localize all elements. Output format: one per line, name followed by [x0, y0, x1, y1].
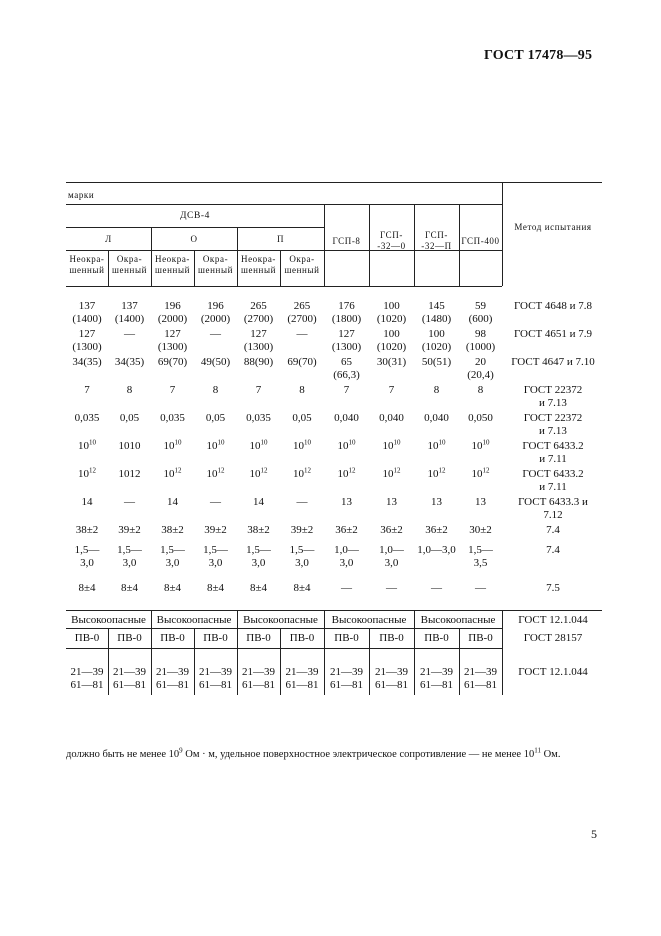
flammability-cell: ПВ-0	[160, 632, 185, 644]
table-cell: 1012	[118, 468, 141, 480]
table-cell: 127 (1300)	[72, 328, 102, 353]
temperature-method: ГОСТ 12.1.044	[518, 666, 588, 678]
table-cell: 13	[386, 496, 397, 508]
table-cell	[280, 440, 324, 453]
hazard-cell: Высокоопасные	[331, 614, 407, 626]
header-bottom-rule	[66, 286, 502, 287]
table-cell: 8±4	[78, 582, 96, 594]
bottom-section-rule	[66, 610, 602, 611]
method-cell: 7.4	[546, 544, 560, 556]
temperature-cell: 21—39 61—81	[242, 666, 275, 691]
temperature-cell: 21—39 61—81	[156, 666, 189, 691]
hazard-cell: Высокоопасные	[156, 614, 232, 626]
table-cell: 13	[475, 496, 486, 508]
table-cell: 265 (2700)	[287, 300, 317, 325]
power-exponent: 10	[438, 438, 446, 447]
table-cell	[369, 440, 414, 453]
table-cell: 30±2	[469, 524, 492, 536]
table-cell: —	[296, 328, 308, 340]
table-cell: 8	[477, 384, 484, 396]
power-exponent: 10	[348, 438, 356, 447]
page-number: 5	[591, 827, 597, 841]
table-cell: 8	[212, 384, 219, 396]
table-cell: 137 (1400)	[114, 300, 145, 325]
column-header-gsp8: ГСП-8	[332, 236, 361, 246]
power-exponent: 10	[393, 438, 401, 447]
table-cell	[414, 440, 459, 453]
table-cell	[151, 468, 194, 481]
power-exponent: 10	[89, 438, 96, 447]
hazard-cell: Высокоопасные	[420, 614, 496, 626]
table-cell: 59 (600)	[468, 300, 493, 325]
footnote-text: должно быть не менее 10	[66, 749, 180, 760]
flammability-cell: ПВ-0	[203, 632, 228, 644]
table-cell: —	[124, 328, 135, 340]
table-cell: 100 (1020)	[376, 300, 407, 325]
table-cell: 0,05	[205, 412, 226, 424]
footnote	[66, 746, 561, 760]
table-cell: 1,5— 3,0	[160, 544, 185, 569]
table-cell: —	[475, 582, 486, 594]
table-cell: 14	[167, 496, 178, 508]
power-exponent: 12	[482, 466, 490, 475]
table-cell: 1,0— 3,0	[379, 544, 404, 569]
table-cell	[194, 468, 237, 481]
method-cell: ГОСТ 6433.2 и 7.11	[522, 440, 584, 465]
table-cell: 69(70)	[157, 356, 188, 368]
rule	[66, 204, 502, 205]
table-cell: —	[386, 582, 397, 594]
table-cell: 0,035	[246, 412, 271, 424]
power-base: 10	[471, 468, 483, 480]
temperature-cell: 21—39 61—81	[285, 666, 319, 691]
table-cell: 8	[126, 384, 133, 396]
power-exponent: 10	[482, 438, 490, 447]
table-cell: 36±2	[335, 524, 358, 536]
table-cell: 127 (1300)	[331, 328, 362, 353]
column-header-gsp32-p: ГСП- -32—П	[421, 230, 452, 251]
table-cell: 69(70)	[287, 356, 317, 368]
hazard-method: ГОСТ 12.1.044	[518, 614, 588, 626]
temperature-cell: 21—39 61—81	[199, 666, 232, 691]
table-cell: 1,5— 3,0	[246, 544, 271, 569]
table-cell: —	[296, 496, 308, 508]
power-base: 10	[427, 468, 439, 480]
power-base: 10	[382, 468, 394, 480]
power-base: 10	[293, 468, 304, 480]
table-cell: 13	[341, 496, 352, 508]
power-base: 10	[163, 440, 175, 452]
power-base: 10	[78, 440, 89, 452]
column-header-unpainted: Неокра- шенный	[69, 254, 105, 275]
column-header-gsp400: ГСП-400	[461, 236, 500, 246]
table-cell: 38±2	[75, 524, 99, 536]
column-header-painted: Окра- шенный	[197, 254, 234, 275]
footnote-text: Ом.	[540, 749, 561, 760]
power-exponent: 12	[438, 466, 446, 475]
rule	[66, 227, 324, 228]
power-exponent: 10	[217, 438, 225, 447]
table-cell: 1,0— 3,0	[334, 544, 359, 569]
table-cell: 127 (1300)	[157, 328, 188, 353]
table-cell: 50(51)	[421, 356, 452, 368]
table-cell	[324, 440, 369, 453]
table-cell: 196 (2000)	[200, 300, 231, 325]
flammability-cell: ПВ-0	[379, 632, 404, 644]
footnote-exponent: 11	[534, 746, 541, 755]
power-base: 10	[206, 440, 218, 452]
table-cell: 1,5— 3,0	[117, 544, 142, 569]
method-cell: ГОСТ 6433.2 и 7.11	[522, 468, 584, 493]
column-header-painted: Окра- шенный	[111, 254, 148, 275]
table-cell: 20 (20,4)	[467, 356, 494, 381]
table-cell: 30(31)	[376, 356, 407, 368]
method-cell: 7.5	[546, 582, 560, 594]
flammability-cell: ПВ-0	[334, 632, 359, 644]
power-exponent: 12	[89, 466, 96, 475]
subgroup-header-l: Л	[105, 234, 112, 244]
table-cell: 7	[388, 384, 395, 396]
table-cell: 7	[255, 384, 262, 396]
power-exponent: 12	[260, 466, 268, 475]
power-base: 10	[337, 440, 349, 452]
temperature-cell: 21—39 61—81	[330, 666, 363, 691]
table-cell: 7	[343, 384, 350, 396]
table-cell: 0,035	[74, 412, 100, 424]
table-cell: 88(90)	[243, 356, 274, 368]
table-cell: 65 (66,3)	[333, 356, 360, 381]
table-cell: 196 (2000)	[157, 300, 188, 325]
power-exponent: 12	[304, 466, 311, 475]
standard-header: ГОСТ 17478—95	[484, 48, 593, 63]
table-cell: 36±2	[425, 524, 448, 536]
table-cell: 13	[431, 496, 442, 508]
column-header-unpainted: Неокра- шенный	[154, 254, 191, 275]
table-cell	[237, 440, 280, 453]
table-cell: 49(50)	[200, 356, 231, 368]
method-cell: ГОСТ 22372 и 7.13	[523, 412, 583, 437]
flammability-cell: ПВ-0	[246, 632, 271, 644]
power-exponent: 12	[393, 466, 401, 475]
table-top-rule	[66, 182, 602, 183]
flammability-cell: ПВ-0	[468, 632, 493, 644]
table-cell: 145 (1480)	[421, 300, 452, 325]
table-cell: 0,040	[379, 412, 404, 424]
table-cell	[459, 468, 502, 481]
flammability-cell: ПВ-0	[74, 632, 100, 644]
column-header-painted: Окра- шенный	[284, 254, 320, 275]
method-header: Метод испытания	[514, 222, 592, 232]
method-cell: 7.4	[546, 524, 560, 536]
table-cell: 34(35)	[114, 356, 145, 368]
power-base: 10	[78, 468, 89, 480]
table-cell: —	[210, 328, 221, 340]
table-cell: 1,5— 3,0	[203, 544, 228, 569]
table-cell: 38±2	[161, 524, 184, 536]
table-cell: 8	[299, 384, 305, 396]
table-cell	[459, 440, 502, 453]
method-cell: ГОСТ 4648 и 7.8	[513, 300, 593, 312]
method-divider	[502, 182, 503, 286]
hazard-cell: Высокоопасные	[71, 614, 146, 626]
table-cell: 39±2	[204, 524, 227, 536]
table-cell: 39±2	[290, 524, 314, 536]
table-cell: 36±2	[380, 524, 403, 536]
temperature-cell: 21—39 61—81	[464, 666, 497, 691]
table-cell: 8±4	[249, 582, 268, 594]
table-cell	[369, 468, 414, 481]
table-cell: 0,05	[292, 412, 312, 424]
footnote-text: Ом · м, удельное поверхностное электрическое сопротивление — не менее 10	[182, 749, 535, 760]
power-base: 10	[249, 440, 261, 452]
table-cell: 7	[84, 384, 90, 396]
table-cell: 14	[253, 496, 264, 508]
rule	[66, 648, 502, 649]
table-cell	[66, 468, 108, 481]
table-cell: 100 (1020)	[376, 328, 407, 353]
table-cell: —	[124, 496, 135, 508]
power-exponent: 10	[304, 438, 311, 447]
table-cell: 38±2	[247, 524, 270, 536]
temperature-cell: 21—39 61—81	[420, 666, 453, 691]
table-cell: 100 (1020)	[421, 328, 452, 353]
table-cell: 0,05	[119, 412, 140, 424]
table-cell	[324, 468, 369, 481]
table-cell	[237, 468, 280, 481]
rule	[66, 628, 502, 629]
table-cell: 1,5— 3,5	[468, 544, 493, 569]
method-cell: ГОСТ 22372 и 7.13	[523, 384, 583, 409]
method-cell: ГОСТ 4647 и 7.10	[511, 356, 595, 368]
power-base: 10	[293, 440, 304, 452]
marks-label: марки	[68, 190, 95, 200]
flammability-cell: ПВ-0	[424, 632, 449, 644]
column-header-gsp32-0: ГСП- -32—0	[377, 230, 406, 251]
table-cell: 137 (1400)	[72, 300, 102, 325]
table-cell: 0,050	[468, 412, 493, 424]
hazard-cell: Высокоопасные	[243, 614, 318, 626]
table-cell: 127 (1300)	[243, 328, 274, 353]
power-exponent: 12	[348, 466, 356, 475]
table-cell: 1,5— 3,0	[289, 544, 315, 569]
table-cell: —	[210, 496, 221, 508]
method-cell: ГОСТ 4651 и 7.9	[513, 328, 593, 340]
table-cell: 8±4	[206, 582, 225, 594]
power-base: 10	[249, 468, 261, 480]
table-cell: 14	[81, 496, 93, 508]
group-header-dsv4: ДСВ-4	[179, 211, 211, 221]
subgroup-header-o: О	[190, 234, 198, 244]
power-exponent: 12	[217, 466, 225, 475]
power-base: 10	[382, 440, 394, 452]
power-base: 10	[337, 468, 349, 480]
flammability-cell: ПВ-0	[289, 632, 315, 644]
table-cell: 1010	[118, 440, 141, 452]
table-cell: 98 (1000)	[465, 328, 496, 353]
temperature-cell: 21—39 61—81	[375, 666, 408, 691]
power-base: 10	[427, 440, 439, 452]
table-cell: 8	[433, 384, 440, 396]
table-cell: 176 (1800)	[331, 300, 362, 325]
table-cell: —	[431, 582, 442, 594]
power-base: 10	[206, 468, 218, 480]
method-cell: ГОСТ 6433.3 и 7.12	[518, 496, 588, 521]
power-exponent: 10	[174, 438, 182, 447]
table-cell: 8±4	[293, 582, 311, 594]
table-cell: 0,040	[424, 412, 449, 424]
table-cell: 0,035	[160, 412, 185, 424]
table-cell: 7	[169, 384, 176, 396]
flammability-cell: ПВ-0	[117, 632, 142, 644]
power-base: 10	[163, 468, 175, 480]
table-cell: 1,0—3,0	[417, 544, 456, 556]
table-cell	[151, 440, 194, 453]
flammability-method: ГОСТ 28157	[523, 632, 583, 644]
power-base: 10	[471, 440, 483, 452]
footnote-exponent: 9	[179, 746, 183, 755]
table-cell	[280, 468, 324, 481]
subgroup-header-p: П	[276, 234, 285, 244]
power-exponent: 10	[260, 438, 268, 447]
column-header-unpainted: Неокра- шенный	[240, 254, 277, 275]
table-cell: 8±4	[120, 582, 139, 594]
table-cell: 34(35)	[72, 356, 102, 368]
table-cell: 39±2	[118, 524, 141, 536]
table-cell: 1,5— 3,0	[74, 544, 100, 569]
power-exponent: 12	[174, 466, 182, 475]
table-cell: —	[341, 582, 352, 594]
table-cell: 8±4	[163, 582, 182, 594]
table-cell: 265 (2700)	[243, 300, 274, 325]
table-cell: 0,040	[334, 412, 359, 424]
table-cell	[414, 468, 459, 481]
table-cell	[66, 440, 108, 453]
temperature-cell: 21—39 61—81	[113, 666, 146, 691]
table-cell	[194, 440, 237, 453]
temperature-cell: 21—39 61—81	[70, 666, 104, 691]
